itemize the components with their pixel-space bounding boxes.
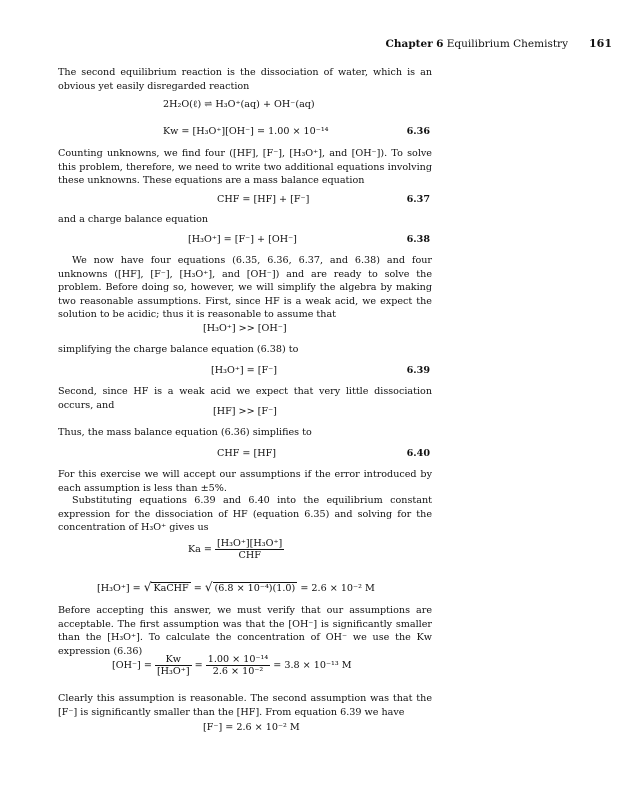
h3o-radicand-numeric: (6.8 × 10⁻⁴)(1.0): [214, 583, 296, 594]
paragraph-little-dissociation: Second, since HF is a weak acid we expect that very little dissociation occurs, and: [58, 386, 432, 411]
ka-denominator: CHF: [238, 550, 261, 561]
equation-number-6-36: 6.36: [406, 126, 430, 137]
h3o-solution-equation: [97, 580, 375, 594]
paragraph-simplify-charge: simplifying the charge balance equation (6.38) to: [58, 344, 299, 355]
paragraph-error-assumption: For this exercise we will accept our assumptions if the error introduced by each assumption is less than ±5%.: [58, 469, 432, 494]
chapter-heading: [386, 38, 568, 50]
ka-lhs: Ka =: [188, 544, 212, 555]
sqrt-icon: √: [143, 580, 152, 594]
paragraph-charge-balance-intro: and a charge balance equation: [58, 214, 209, 225]
kw-equation: Kw = [H₃O⁺][OH⁻] = 1.00 × 10⁻¹⁴: [163, 126, 329, 137]
h3o-lhs: [H₃O⁺] =: [97, 583, 141, 594]
ka-numerator: [H₃O⁺][H₃O⁺]: [217, 538, 283, 549]
equation-number-6-39: 6.39: [406, 365, 430, 376]
oh-fraction-numeric: [206, 654, 270, 677]
fluoride-result-equation: [F⁻] = 2.6 × 10⁻² M: [203, 722, 300, 733]
paragraph-substituting: Substituting equations 6.39 and 6.40 into the equilibrium constant expression for the dissociation of HF (equation 6.35) and solving for the concentration of H₃O⁺ gives us: [58, 495, 432, 534]
h3o-equals: =: [193, 583, 202, 594]
oh-numerator-symbolic: Kw: [155, 654, 192, 666]
ka-equation: [188, 538, 284, 561]
equation-number-6-38: 6.38: [406, 234, 430, 245]
assumption-weak-acid-equation: [HF] >> [F⁻]: [213, 406, 277, 417]
page-number: 161: [589, 37, 612, 50]
oh-lhs: [OH⁻] =: [112, 660, 152, 671]
oh-numerator-numeric: 1.00 × 10⁻¹⁴: [207, 654, 269, 665]
oh-denominator-numeric: 2.6 × 10⁻²: [212, 666, 264, 677]
oh-denominator-symbolic: [H₃O⁺]: [156, 666, 190, 677]
oh-equals: =: [194, 660, 203, 671]
chapter-title: Equilibrium Chemistry: [446, 38, 568, 50]
simplified-mass-equation: CHF = [HF]: [217, 448, 277, 459]
mass-balance-equation: CHF = [HF] + [F⁻]: [217, 194, 310, 205]
paragraph-counting-unknowns: Counting unknowns, we find four ([HF], [F⁻], [H₃O⁺], and [OH⁻]). To solve this problem, therefore, we need to write two additional equations involving these unknowns. These equations are a mass balance equation: [58, 148, 432, 187]
equation-number-6-37: 6.37: [406, 194, 430, 205]
paragraph-four-equations: We now have four equations (6.35, 6.36, 6.37, and 6.38) and four unknowns ([HF], [F⁻], [H₃O⁺], and [OH⁻]) and are ready to solve the problem. Before doing so, however, we will simplify the algebra by making two reasonable assumptions. First, since HF is a weak acid, we expect the solution to be acidic; thus it is reasonable to assume that: [58, 255, 432, 321]
oh-result: = 3.8 × 10⁻¹³ M: [273, 660, 352, 671]
sqrt-icon: √: [204, 580, 213, 594]
oh-fraction-symbolic: [155, 654, 192, 677]
equation-number-6-40: 6.40: [406, 448, 430, 459]
paragraph-verify-assumptions: Before accepting this answer, we must verify that our assumptions are acceptable. The first assumption was that the [OH⁻] is significantly smaller than the [H₃O⁺]. To calculate the concentration of OH⁻ we use the Kw expression (6.36): [58, 605, 432, 657]
paragraph-mass-balance-simplifies: Thus, the mass balance equation (6.36) simplifies to: [58, 427, 312, 438]
running-header: [0, 38, 640, 54]
water-reaction-equation: 2H₂O(ℓ) ⇌ H₃O⁺(aq) + OH⁻(aq): [163, 99, 315, 110]
simplified-charge-equation: [H₃O⁺] = [F⁻]: [211, 365, 277, 376]
oh-calculation-equation: [112, 654, 352, 677]
paragraph-water-dissociation: The second equilibrium reaction is the dissociation of water, which is an obvious yet easily disregarded reaction: [58, 67, 432, 92]
chapter-number: 6: [436, 38, 444, 50]
h3o-radicand-symbolic: KaCHF: [153, 583, 189, 594]
charge-balance-equation: [H₃O⁺] = [F⁻] + [OH⁻]: [188, 234, 297, 245]
ka-fraction: [215, 538, 284, 561]
chapter-label: Chapter: [385, 38, 433, 50]
assumption-acidic-equation: [H₃O⁺] >> [OH⁻]: [203, 323, 287, 334]
paragraph-assumption-reasonable: Clearly this assumption is reasonable. The second assumption was that the [F⁻] is significantly smaller than the [HF]. From equation 6.39 we have: [58, 693, 432, 718]
h3o-result: = 2.6 × 10⁻² M: [300, 583, 375, 594]
